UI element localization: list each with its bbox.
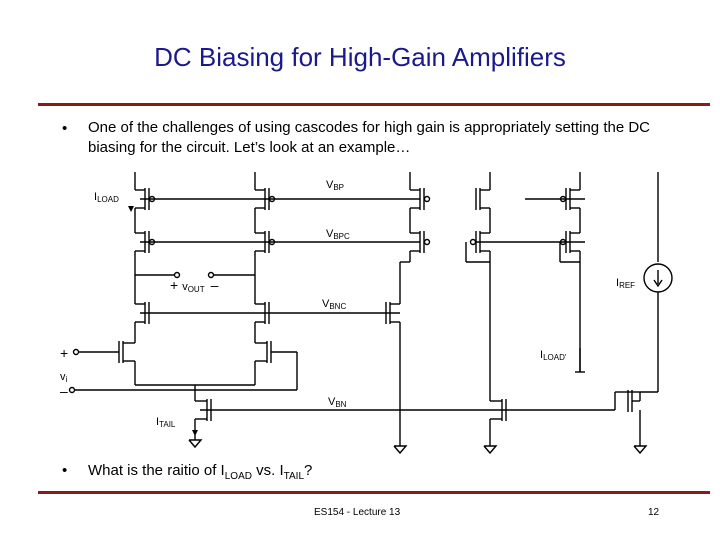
label-vbn: VBN <box>328 396 347 409</box>
label-itail: ITAIL <box>156 416 176 429</box>
bullet-text-2 <box>88 461 312 487</box>
label-vi-plus: + <box>60 345 69 361</box>
label-vout: + vOUT – <box>170 277 219 294</box>
bullet2-sub-load: LOAD <box>224 471 252 482</box>
footer-page-number: 12 <box>648 507 660 518</box>
label-vbnc: VBNC <box>322 298 347 311</box>
label-iload: ILOAD <box>94 191 119 204</box>
bullet-text-1: One of the challenges of using cascodes for high gain is appropriately setting the DC biasing for the circuit. Let’s look at an example… <box>88 119 651 156</box>
bullet2-mid: vs. I <box>251 462 284 479</box>
bullet-marker-1: • <box>62 120 68 137</box>
label-vbp: VBP <box>326 179 345 192</box>
footer-course: ES154 - Lecture 13 <box>314 507 401 518</box>
bullet2-sub-tail: TAIL <box>283 471 305 482</box>
label-vbpc: VBPC <box>326 228 350 241</box>
bottom-divider <box>38 491 710 494</box>
bullet-marker-2: • <box>62 462 68 479</box>
label-vi: vi <box>60 371 68 384</box>
slide-title: DC Biasing for High-Gain Amplifiers <box>154 42 566 72</box>
label-vi-minus: – <box>60 383 68 399</box>
bullet2-post: ? <box>304 462 313 479</box>
label-iload-prime: ILOAD' <box>540 349 567 362</box>
bullet2-pre: What is the raitio of I <box>88 462 225 479</box>
label-iref: IREF <box>616 277 636 290</box>
